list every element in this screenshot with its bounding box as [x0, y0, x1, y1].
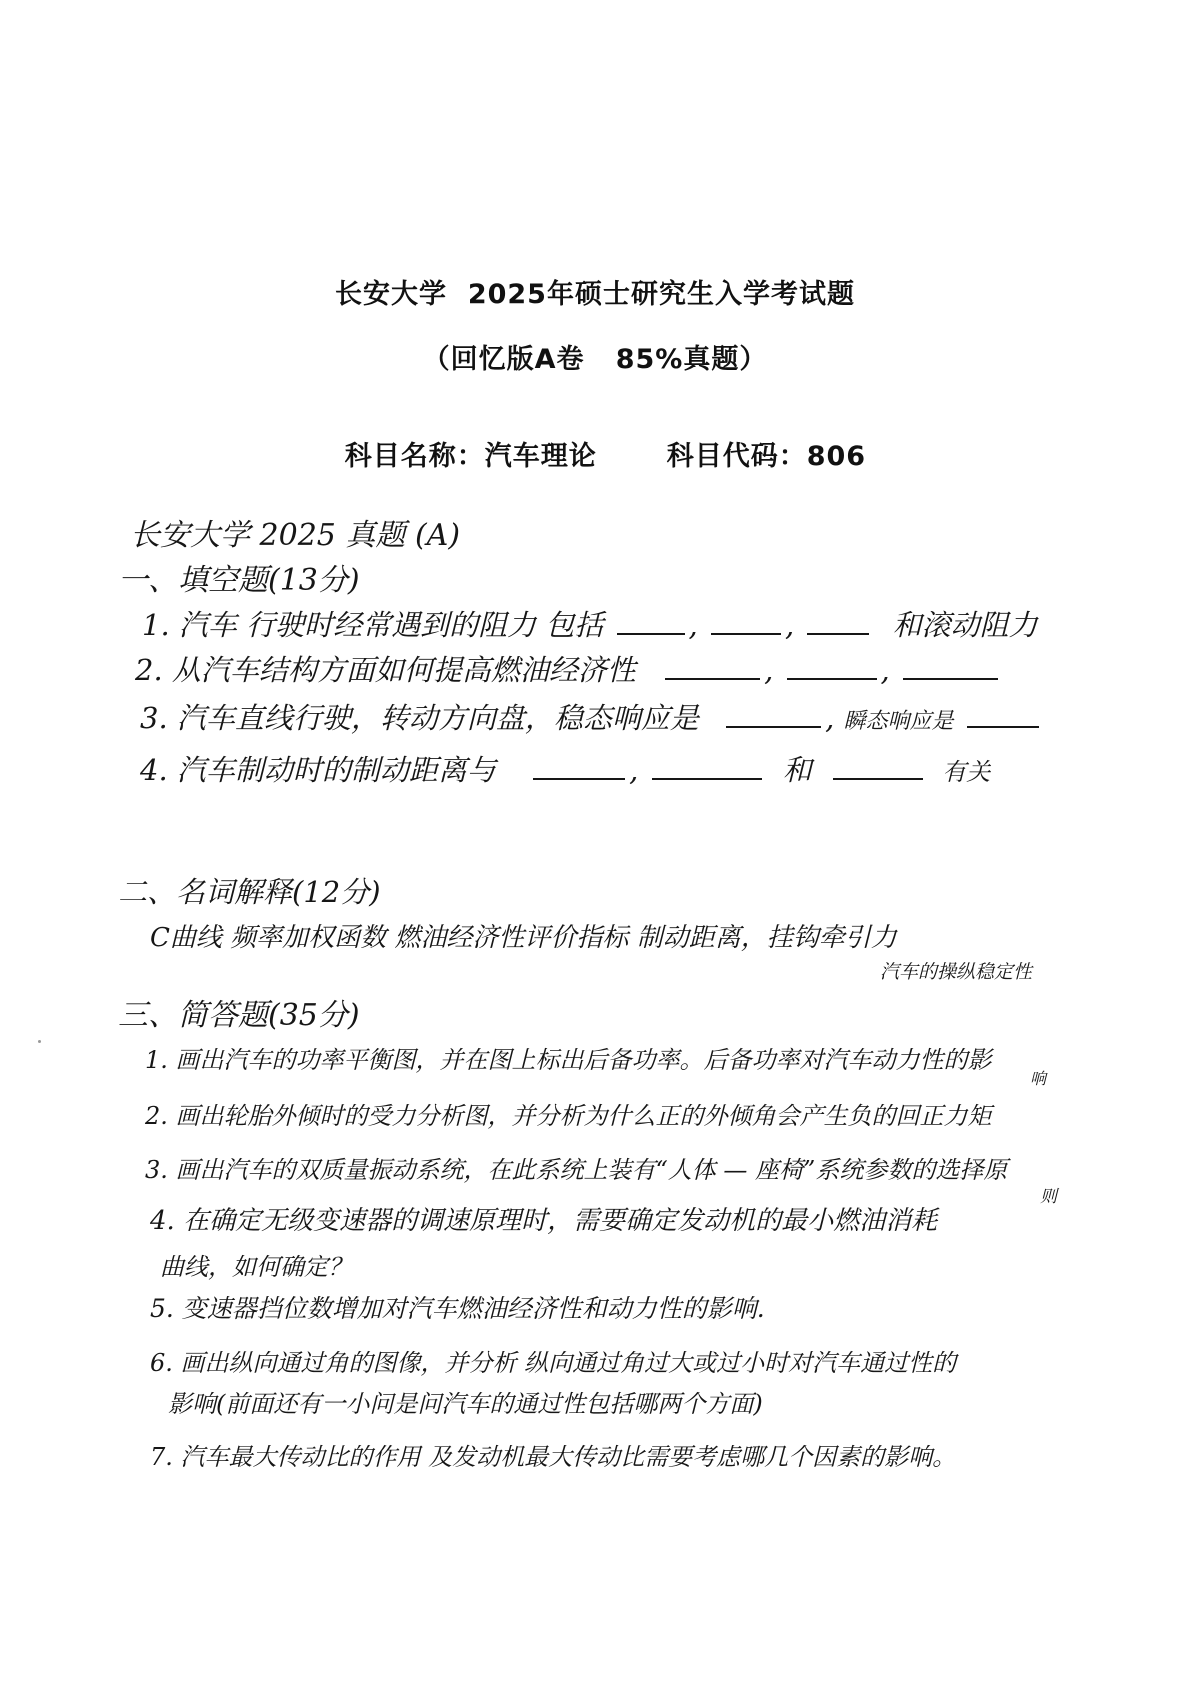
fill-q1-tail: 和滚动阻力: [892, 608, 1038, 642]
fill-question-3: 3. 汽车直线行驶，转动方向盘，稳态响应是 , 瞬态响应是: [140, 696, 1043, 737]
terms-line-1: C曲线 频率加权函数 燃油经济性评价指标 制动距离，挂钩牵引力: [150, 923, 897, 953]
fill-q1-text: 1. 汽车 行驶时经常遇到的阻力 包括: [142, 608, 604, 642]
fill-question-2: 2. 从汽车结构方面如何提高燃油经济性 , ,: [135, 648, 1002, 689]
short-answer-1-cont: 响: [1030, 1069, 1047, 1088]
short-answer-4: 4. 在确定无级变速器的调速原理时，需要确定发动机的最小燃油消耗: [150, 1206, 938, 1236]
short-answer-3-cont: 则: [1040, 1187, 1057, 1207]
fill-q2-blank-3: [903, 676, 998, 680]
short-answer-5: 5. 变速器挡位数增加对汽车燃油经济性和动力性的影响.: [150, 1294, 765, 1323]
page-title: 长安大学 2025年硕士研究生入学考试题: [335, 279, 855, 310]
fill-q2-text: 2. 从汽车结构方面如何提高燃油经济性: [135, 653, 636, 687]
section2-title: 二、名词解释(12分): [118, 875, 381, 909]
page-subtitle: （回忆版A卷 85%真题）: [422, 344, 768, 375]
stray-mark: [38, 1040, 41, 1043]
fill-q2-blank-2: [787, 676, 877, 680]
fill-q4-and: 和: [782, 753, 812, 787]
fill-question-1: 1. 汽车 行驶时经常遇到的阻力 包括 , , 和滚动阻力: [142, 608, 1038, 642]
fill-q4-text: 4. 汽车制动时的制动距离与: [140, 753, 496, 787]
short-answer-6: 6. 画出纵向通过角的图像，并分析 纵向通过角过大或过小时对汽车通过性的: [150, 1349, 957, 1377]
terms-line-2: 汽车的操纵稳定性: [880, 961, 1033, 983]
subject-info: [0, 403, 1190, 473]
short-answer-7: 7. 汽车最大传动比的作用 及发动机最大传动比需要考虑哪几个因素的影响。: [150, 1443, 957, 1471]
fill-q1-blank-3: [807, 631, 869, 635]
handwritten-heading: 长安大学 2025 真题 (A): [130, 518, 461, 553]
short-answer-4-cont: 曲线，如何确定？: [160, 1253, 352, 1281]
short-answer-2: 2. 画出轮胎外倾时的受力分析图，并分析为什么正的外倾角会产生负的回正力矩: [145, 1102, 992, 1130]
fill-q3-text: 3. 汽车直线行驶，转动方向盘，稳态响应是: [140, 701, 699, 735]
fill-q4-blank-2: [652, 776, 762, 780]
short-answer-3: 3. 画出汽车的双质量振动系统，在此系统上装有“人体 — 座椅”系统参数的选择原: [145, 1156, 1008, 1184]
fill-q2-blank-1: [665, 676, 760, 680]
fill-q4-tail: 有关: [942, 758, 991, 786]
fill-q3-mid: 瞬态响应是: [843, 709, 954, 734]
short-answer-1: 1. 画出汽车的功率平衡图，并在图上标出后备功率。后备功率对汽车动力性的影: [145, 1046, 992, 1074]
subject-code-label: 科目代码：806: [666, 441, 867, 472]
subject-name-label: 科目名称：汽车理论: [344, 441, 597, 472]
fill-q1-blank-1: [617, 631, 685, 635]
fill-question-4: 4. 汽车制动时的制动距离与 , 和 有关: [140, 753, 991, 787]
section3-title: 三、简答题(35分): [118, 998, 360, 1033]
fill-q1-blank-2: [711, 631, 781, 635]
section1-title: 一、填空题(13分): [118, 563, 360, 598]
fill-q4-blank-3: [833, 776, 923, 780]
short-answer-6-cont: 影响(前面还有一小问是问汽车的通过性包括哪两个方面): [168, 1390, 763, 1418]
fill-q4-blank-1: [533, 776, 625, 780]
fill-q3-blank-1: [726, 724, 821, 728]
fill-q3-blank-2: [967, 724, 1039, 728]
